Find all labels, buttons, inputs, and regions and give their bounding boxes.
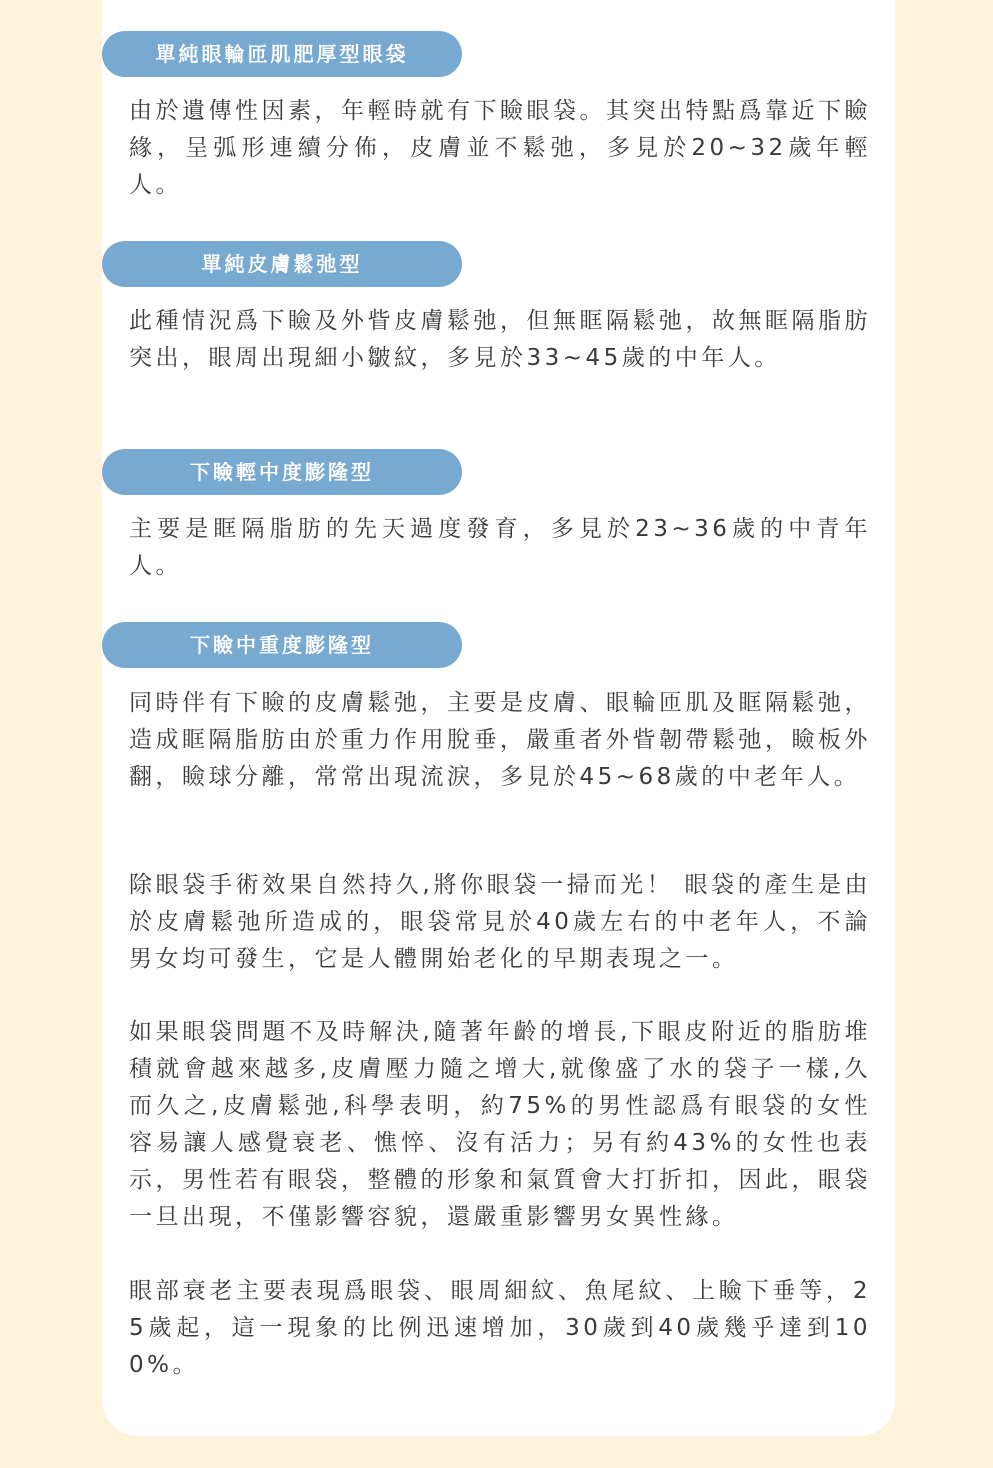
section-label-skin-laxity: 單純皮膚鬆弛型 (102, 241, 462, 287)
body-paragraph-intro: 除眼袋手術效果自然持久,將你眼袋一掃而光！ 眼袋的產生是由於皮膚鬆弛所造成的，眼袋常見於40歲左右的中老年人，不論男女均可發生，它是人體開始老化的早期表現之一。 (129, 872, 871, 972)
section-label-mild-bulging: 下瞼輕中度膨隆型 (102, 449, 462, 495)
body-paragraph-consequences: 如果眼袋問題不及時解決,隨著年齡的增長,下眼皮附近的脂肪堆積就會越來越多,皮膚壓力隨之增大,就像盛了水的袋子一樣,久而久之,皮膚鬆弛,科學表明，約75%的男性認爲有眼袋的女性容易讓人感覺衰老、憔悴、沒有活力；另有約43%的女性也表示，男性若有眼袋，整體的形象和氣質會大打折扣，因此，眼袋一旦出現，不僅影響容貌，還嚴重影響男女異性緣。 (129, 1019, 871, 1230)
section-text-orbicularis-hypertrophy: 由於遺傳性因素，年輕時就有下瞼眼袋。其突出特點爲靠近下瞼緣，呈弧形連續分佈，皮膚並不鬆弛，多見於20~32歲年輕人。 (129, 98, 871, 198)
section-text-severe-bulging: 同時伴有下瞼的皮膚鬆弛，主要是皮膚、眼輪匝肌及眶隔鬆弛，造成眶隔脂肪由於重力作用脫垂，嚴重者外眥韌帶鬆弛，瞼板外翻，瞼球分離，常常出現流淚，多見於45~68歲的中老年人。 (129, 690, 871, 790)
section-label-severe-bulging: 下瞼中重度膨隆型 (102, 622, 462, 668)
section-text-skin-laxity: 此種情況爲下瞼及外眥皮膚鬆弛，但無眶隔鬆弛，故無眶隔脂肪突出，眼周出現細小皺紋，多見於33~45歲的中年人。 (129, 308, 871, 371)
body-paragraph-aging: 眼部衰老主要表現爲眼袋、眼周細紋、魚尾紋、上瞼下垂等，25歲起，這一現象的比例迅速增加，30歲到40歲幾乎達到100%。 (129, 1278, 871, 1378)
section-text-mild-bulging: 主要是眶隔脂肪的先天過度發育，多見於23~36歲的中青年人。 (129, 516, 871, 579)
section-label-orbicularis-hypertrophy: 單純眼輪匝肌肥厚型眼袋 (102, 31, 462, 77)
